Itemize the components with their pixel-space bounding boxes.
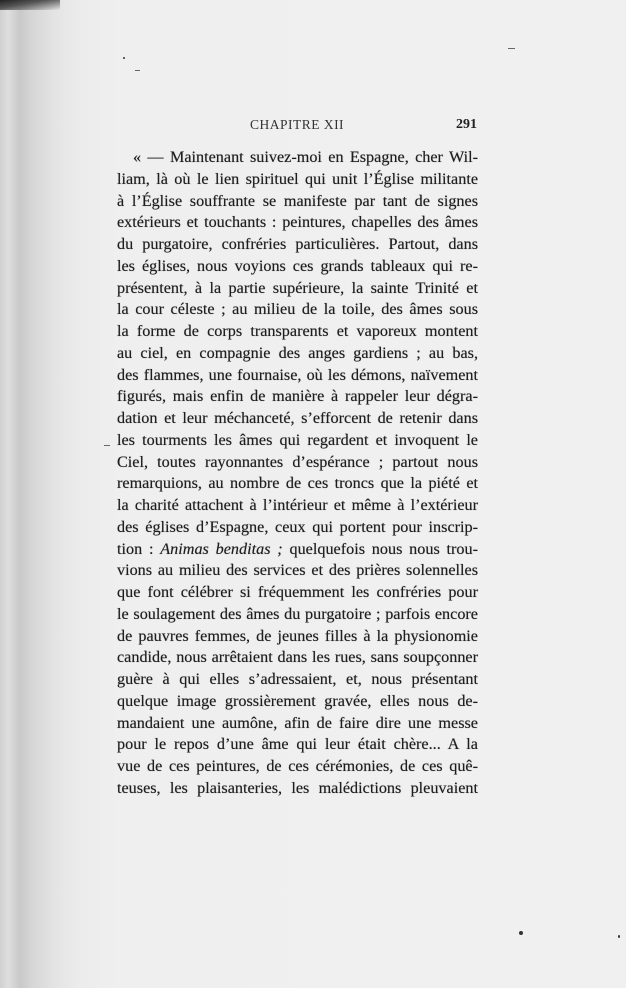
margin-mark	[135, 70, 140, 71]
text-line: Ciel, toutes rayonnantes d’espérance ; partout nous	[117, 452, 478, 471]
text-line: teuses, les plaisanteries, les malédictions pleuvaient	[117, 778, 478, 797]
text-line: des flammes, une fournaise, où les démons, naïvement	[117, 365, 478, 384]
text-line: présentent, à la partie supérieure, la sainte Trinité et	[117, 278, 478, 297]
text-line: quelque image grossièrement gravée, elles nous de-	[117, 691, 478, 710]
text-line: liam, là où le lien spirituel qui unit l’Église militante	[117, 169, 478, 188]
text-line: les tourments les âmes qui regardent et invoquent le	[117, 430, 478, 449]
text-fragment: tion :	[117, 539, 161, 558]
ink-speck	[618, 935, 620, 938]
text-line: au ciel, en compagnie des anges gardiens ; au bas,	[117, 343, 478, 362]
text-line: mandaient une aumône, afin de faire dire une messe	[117, 713, 478, 732]
text-line: de pauvres femmes, de jeunes filles à la physionomie	[117, 626, 478, 645]
text-line: remarquions, au nombre de ces troncs que la piété et	[117, 474, 478, 493]
running-header	[117, 117, 477, 135]
text-line-mixed	[117, 539, 478, 561]
text-line: le soulagement des âmes du purgatoire ; parfois encore	[117, 604, 478, 623]
text-line: figurés, mais enfin de manière à rappeler leur dégra-	[117, 387, 478, 406]
margin-mark	[508, 48, 515, 49]
ink-speck	[123, 57, 125, 59]
chapter-title: CHAPITRE XII	[249, 117, 345, 132]
text-line: candide, nous arrêtaient dans les rues, sans soupçonner	[117, 648, 478, 667]
text-line: vions au milieu des services et des prières solennelles	[117, 561, 478, 580]
text-line: du purgatoire, confréries particulières. Partout, dans	[117, 235, 478, 253]
text-line: la forme de corps transparents et vaporeux montent	[117, 322, 478, 340]
text-fragment: quelquefois nous nous trou-	[282, 539, 479, 558]
page-number: 291	[456, 117, 477, 132]
text-line: à l’Église souffrante se manifeste par tant de signes	[117, 191, 478, 210]
body-text	[117, 147, 478, 800]
text-line: vue de ces peintures, de ces cérémonies, de ces quê-	[117, 757, 478, 775]
ink-speck	[519, 931, 523, 935]
italic-phrase: Animas benditas ;	[160, 539, 283, 558]
text-line: que font célébrer si fréquemment les confréries pour	[117, 583, 478, 601]
margin-mark	[104, 445, 110, 446]
page-corner-shadow	[0, 0, 60, 10]
text-line: la cour céleste ; au milieu de la toile, des âmes sous	[117, 300, 478, 319]
text-line: guère à qui elles s’adressaient, et, nous présentant	[117, 670, 478, 688]
text-line: pour le repos d’une âme qui leur était chère... A la	[117, 735, 478, 754]
text-line: extérieurs et touchants : peintures, chapelles des âmes	[117, 213, 478, 232]
text-line: la charité attachent à l’intérieur et même à l’extérieur	[117, 496, 478, 514]
text-line: dation et leur méchanceté, s’efforcent de retenir dans	[117, 409, 478, 427]
text-line: « — Maintenant suivez-moi en Espagne, cher Wil-	[133, 148, 478, 166]
text-line: les églises, nous voyions ces grands tableaux qui re-	[117, 256, 478, 275]
text-line: des églises d’Espagne, ceux qui portent pour inscrip-	[117, 517, 478, 536]
